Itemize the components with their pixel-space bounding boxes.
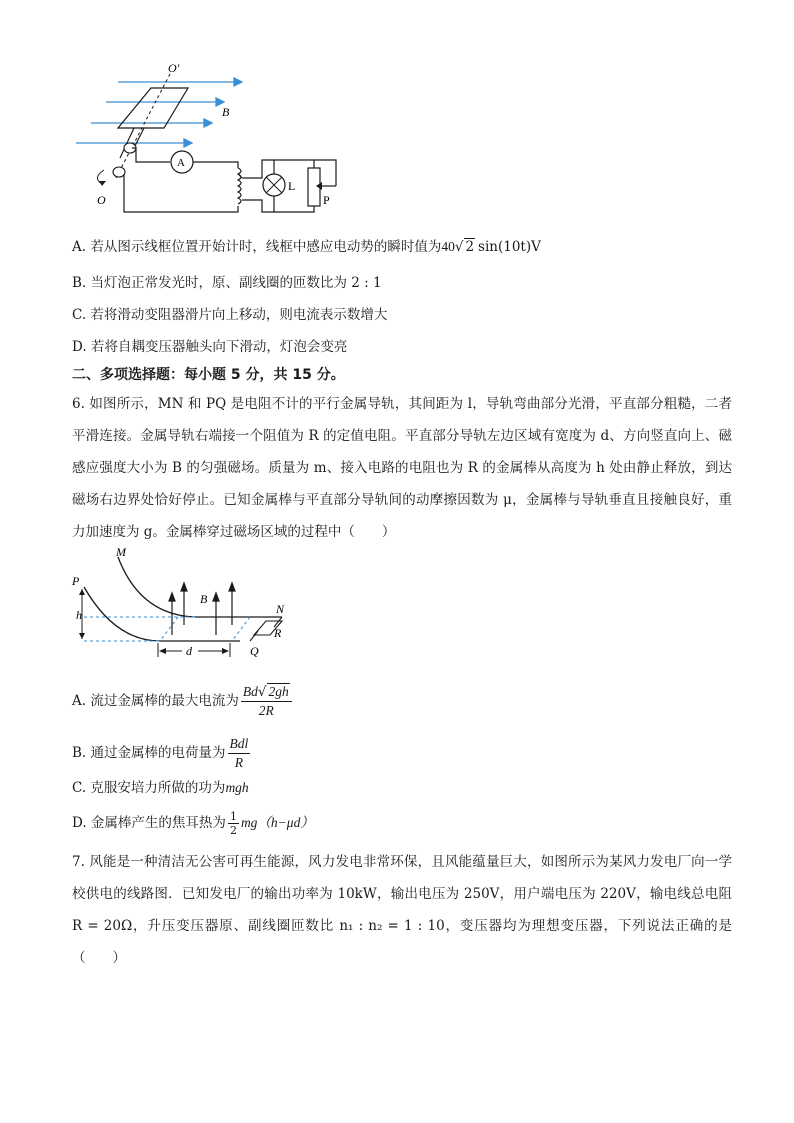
rail-figure [70,545,300,665]
q6-stem: 6. 如图所示，MN 和 PQ 是电阻不计的平行金属导轨，其间距为 l，导轨弯曲部分光滑，平直部分粗糙，二者平滑连接。金属导轨右端接一个阻值为 R 的定值电阻。平直部分导轨左边区域有宽度为 d、方向竖直向上、磁感应强度大小为 B 的匀强磁场。质量为 m、接入电路的电阻也为 R 的金属棒从高度为 h 处由静止释放，到达磁场右边界处恰好停止。已知金属棒与平直部分导轨间的动摩擦因数为 μ，金属棒与导轨垂直且接触良好，重力加速度为 g。金属棒穿过磁场区域的过程中（ ） [72,396,732,540]
section-heading: 二、多项选择题：每小题 5 分，共 15 分。 [72,367,345,383]
q6-option-b-text: B. 通过金属棒的电荷量为 [72,745,226,761]
q6-option-a [72,680,294,722]
q6-option-d [72,806,314,840]
label-r: R [274,626,282,640]
radical-icon: √ [257,684,267,700]
rail-diagram [70,545,300,665]
coil-generator-figure [66,60,356,220]
q6-option-c-math: mgh [225,780,249,795]
label-o: O [97,193,106,207]
q5-option-a-radicand: 2 [465,239,475,255]
coil-generator-diagram [66,60,356,220]
label-o-prime: O′ [168,61,180,75]
q6-option-c-text: C. 克服安培力所做的功为 [72,780,226,796]
q5-option-a-coef: 40 [441,239,455,254]
label-b-field: B [200,592,208,606]
q6-option-b-num: Bdl [228,735,251,754]
q6-option-d-text: D. 金属棒产生的焦耳热为 [72,815,226,831]
label-m: M [116,545,126,559]
q6-option-a-fraction [241,683,292,720]
q5-option-a-text: A. 若从图示线框位置开始计时，线框中感应电动势的瞬时值为 [72,239,442,255]
q5-option-a [72,237,541,257]
label-h: h [76,608,82,622]
q5-option-a-func: sin(10t)V [478,239,541,255]
label-n: N [276,602,285,616]
radical-icon: √ [454,239,464,255]
q5-option-c: C. 若将滑动变阻器滑片向上移动，则电流表示数增大 [72,307,388,323]
label-ammeter: A [177,157,185,169]
label-d: d [186,644,192,658]
q6-option-d-post: mg（h−μd） [240,815,314,830]
q5-option-d: D. 若将自耦变压器触头向下滑动，灯泡会变亮 [72,339,348,355]
q7-stem: 7. 风能是一种清洁无公害可再生能源，风力发电非常环保，且风能蕴量巨大，如图所示为某风力发电厂向一学校供电的线路图．已知发电厂的输出功率为 10kW，输出电压为 250V，用户端电压为 220V，输电线总电阻 R = 20Ω，升压变压器原、副线圈匝数比 n₁ : n₂ = 1 : 10，变压器均为理想变压器，下列说法正确的是（ ） [72,854,732,966]
q6-option-a-radicand: 2gh [268,684,289,699]
label-rheostat: P [323,193,330,207]
q6-option-b [72,732,252,774]
label-lamp: L [288,179,296,193]
q6-option-b-den: R [234,755,244,770]
q6-option-d-num: 1 [229,810,237,823]
q6-option-b-fraction [228,735,251,772]
q6-option-c [72,778,249,798]
label-q: Q [250,644,259,658]
q5-option-b: B. 当灯泡正常发光时，原、副线圈的匝数比为 2 : 1 [72,275,382,291]
label-p: P [72,574,80,588]
q6-option-d-fraction [228,810,239,837]
q6-option-a-num: Bd [242,684,258,699]
field-arrows [169,583,235,635]
q6-option-a-den: 2R [258,703,274,718]
q6-option-d-den: 2 [229,824,237,837]
q6-option-a-text: A. 流过金属棒的最大电流为 [72,693,239,709]
label-b: B [222,105,230,119]
